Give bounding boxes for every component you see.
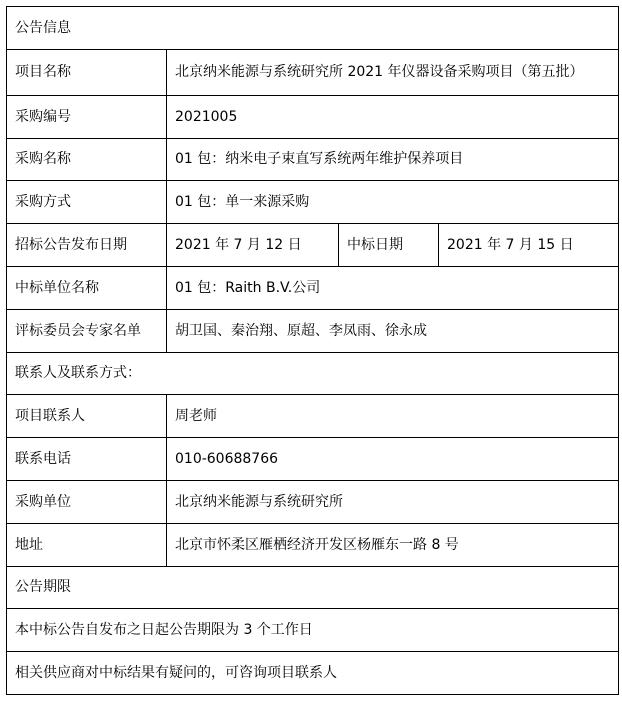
winning-bidder-value: 01 包：Raith B.V.公司 bbox=[167, 266, 619, 309]
table-row bbox=[7, 181, 619, 224]
contact-phone-value: 010-60688766 bbox=[167, 438, 619, 481]
table-row bbox=[7, 95, 619, 138]
award-date-label: 中标日期 bbox=[339, 224, 439, 267]
table-row bbox=[7, 395, 619, 438]
contact-title: 联系人及联系方式： bbox=[7, 352, 619, 395]
contact-person-label: 项目联系人 bbox=[7, 395, 167, 438]
table-row bbox=[7, 480, 619, 523]
period-title: 公告期限 bbox=[7, 566, 619, 609]
award-notice-table bbox=[6, 6, 619, 695]
contact-phone-label: 联系电话 bbox=[7, 438, 167, 481]
table-row bbox=[7, 309, 619, 352]
contact-header-row bbox=[7, 352, 619, 395]
procurement-method-label: 采购方式 bbox=[7, 181, 167, 224]
procurement-method-value: 01 包：单一来源采购 bbox=[167, 181, 619, 224]
table-row bbox=[7, 138, 619, 181]
address-label: 地址 bbox=[7, 523, 167, 566]
experts-value: 胡卫国、秦治翔、原超、李凤雨、徐永成 bbox=[167, 309, 619, 352]
procurement-number-value: 2021005 bbox=[167, 95, 619, 138]
procurement-number-label: 采购编号 bbox=[7, 95, 167, 138]
period-text: 本中标公告自发布之日起公告期限为 3 个工作日 bbox=[7, 609, 619, 652]
table-row bbox=[7, 224, 619, 267]
table-row bbox=[7, 609, 619, 652]
award-date-value: 2021 年 7 月 15 日 bbox=[439, 224, 619, 267]
table-row bbox=[7, 266, 619, 309]
procurement-name-label: 采购名称 bbox=[7, 138, 167, 181]
section-title: 公告信息 bbox=[7, 7, 619, 50]
contact-person-value: 周老师 bbox=[167, 395, 619, 438]
section-header-row bbox=[7, 7, 619, 50]
address-value: 北京市怀柔区雁栖经济开发区杨雁东一路 8 号 bbox=[167, 523, 619, 566]
purchasing-unit-label: 采购单位 bbox=[7, 480, 167, 523]
winning-bidder-label: 中标单位名称 bbox=[7, 266, 167, 309]
purchasing-unit-value: 北京纳米能源与系统研究所 bbox=[167, 480, 619, 523]
table-row bbox=[7, 523, 619, 566]
project-name-value: 北京纳米能源与系统研究所 2021 年仪器设备采购项目（第五批） bbox=[167, 49, 619, 95]
period-header-row bbox=[7, 566, 619, 609]
table-row bbox=[7, 49, 619, 95]
notice-container bbox=[6, 6, 619, 695]
publish-date-value: 2021 年 7 月 12 日 bbox=[167, 224, 339, 267]
publish-date-label: 招标公告发布日期 bbox=[7, 224, 167, 267]
procurement-name-value: 01 包：纳米电子束直写系统两年维护保养项目 bbox=[167, 138, 619, 181]
experts-label: 评标委员会专家名单 bbox=[7, 309, 167, 352]
table-row bbox=[7, 438, 619, 481]
table-row bbox=[7, 652, 619, 695]
project-name-label: 项目名称 bbox=[7, 49, 167, 95]
inquiry-text: 相关供应商对中标结果有疑问的，可咨询项目联系人 bbox=[7, 652, 619, 695]
